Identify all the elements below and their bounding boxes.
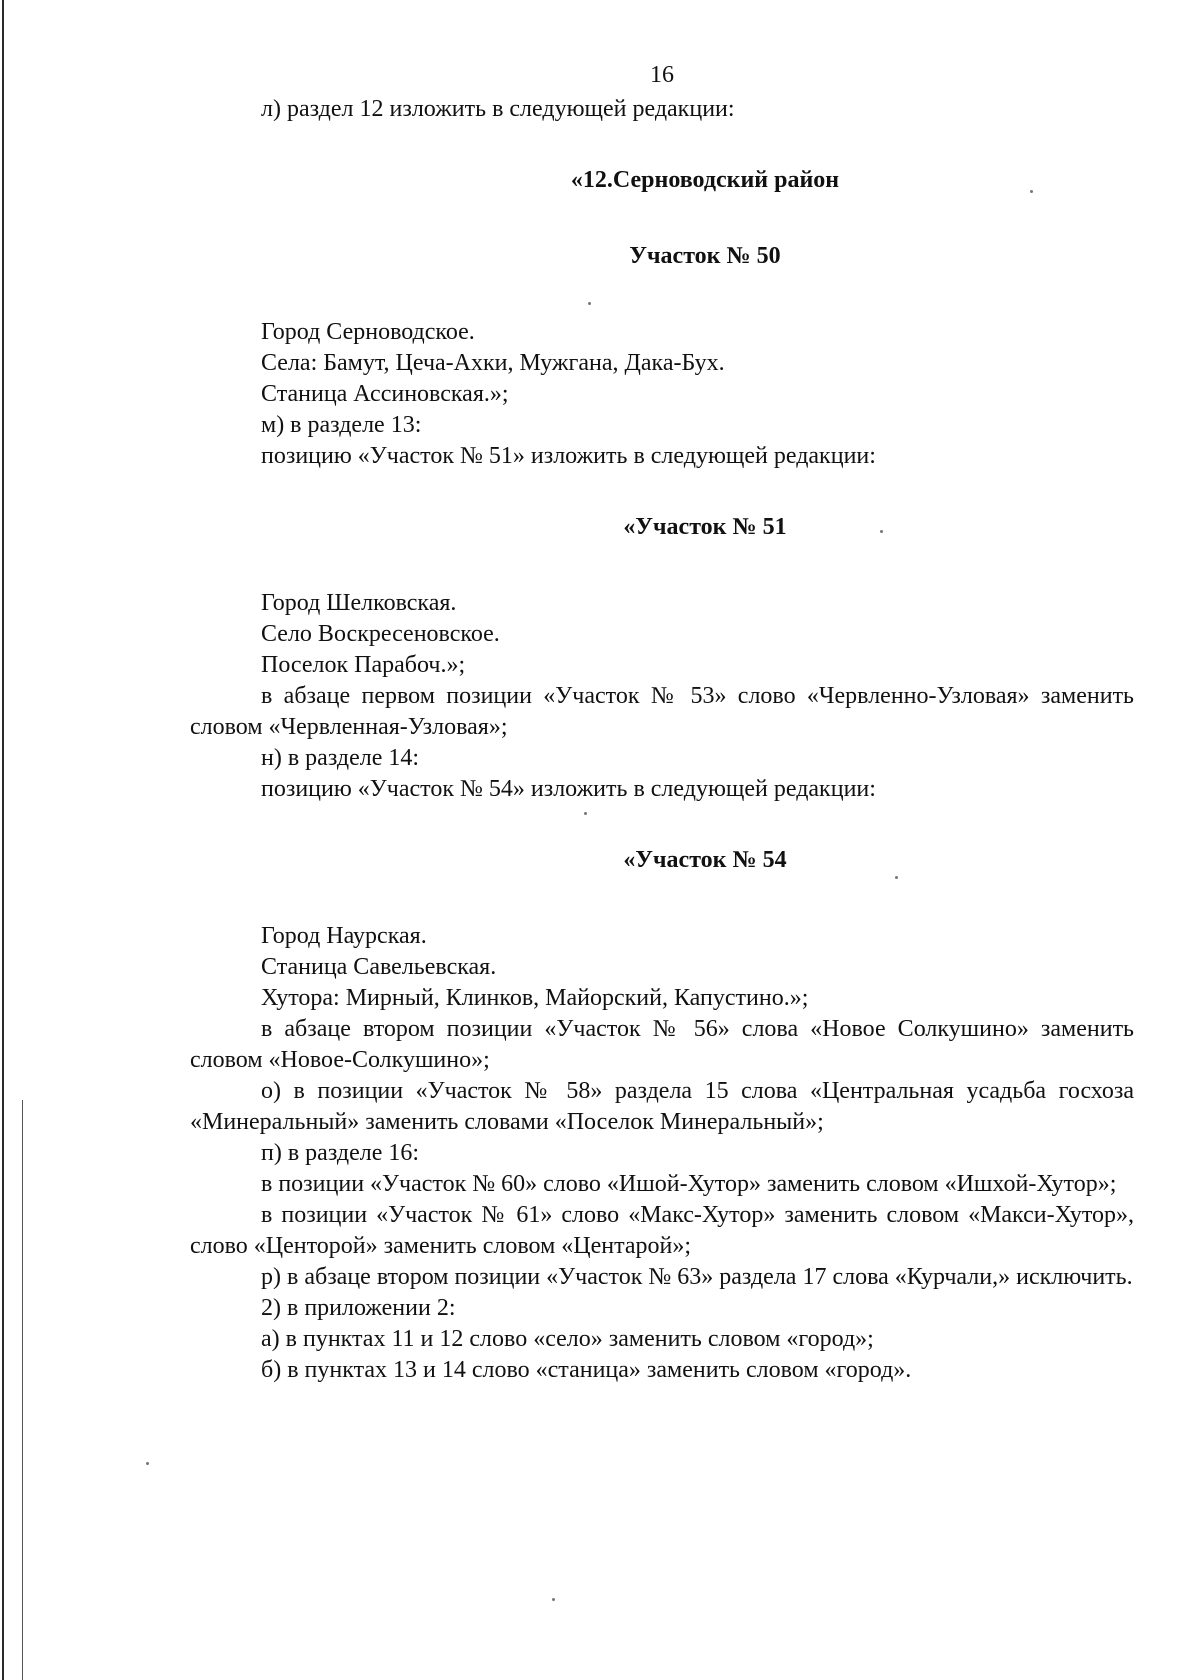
paragraph-m-intro: м) в разделе 13: xyxy=(261,412,422,438)
scan-speck xyxy=(146,1462,149,1465)
scan-edge-line-secondary xyxy=(22,1100,23,1680)
paragraph-section-61-replace: в позиции «Участок № 61» слово «Макс-Хутор» заменить словом «Макси-Хутор», слово «Центорой» заменить словом «Центарой»; xyxy=(190,1202,1134,1259)
paragraph-section-60-replace: в позиции «Участок № 60» слово «Ишой-Хутор» заменить словом «Ишхой-Хутор»; xyxy=(261,1171,1117,1197)
paragraph-p-intro: п) в разделе 16: xyxy=(261,1140,420,1166)
paragraph-n-intro: н) в разделе 14: xyxy=(261,745,420,771)
section-50-stanitsa: Станица Ассиновская.»; xyxy=(261,381,509,407)
paragraph-m-position: позицию «Участок № 51» изложить в следующей редакции: xyxy=(261,443,876,469)
paragraph-r-replace: р) в абзаце втором позиции «Участок № 63» раздела 17 слова «Курчали,» исключить. xyxy=(261,1264,1133,1290)
paragraph-appendix-2-a: а) в пунктах 11 и 12 слово «село» заменить словом «город»; xyxy=(261,1326,874,1352)
page-number: 16 xyxy=(650,62,674,88)
heading-section-51: «Участок № 51 xyxy=(623,514,787,540)
section-54-farms: Хутора: Мирный, Клинков, Майорский, Капустино.»; xyxy=(261,985,809,1011)
section-54-stanitsa: Станица Савельевская. xyxy=(261,954,497,980)
paragraph-section-53-replace: в абзаце первом позиции «Участок № 53» слово «Червленно-Узловая» заменить словом «Червленная-Узловая»; xyxy=(190,683,1134,740)
heading-district-12: «12.Серноводский район xyxy=(570,167,840,193)
scan-speck xyxy=(552,1598,555,1601)
section-51-city: Город Шелковская. xyxy=(261,590,457,616)
heading-section-54: «Участок № 54 xyxy=(623,847,787,873)
scan-edge-line xyxy=(2,0,4,1680)
section-51-settlement: Поселок Парабоч.»; xyxy=(261,652,466,678)
section-54-city: Город Наурская. xyxy=(261,923,427,949)
heading-section-50: Участок № 50 xyxy=(629,243,781,269)
paragraph-o-replace: о) в позиции «Участок № 58» раздела 15 слова «Центральная усадьба госхоза «Минеральный» заменить словами «Поселок Минеральный»; xyxy=(190,1078,1134,1135)
section-51-village: Село Воскресеновское. xyxy=(261,621,500,647)
document-body xyxy=(190,60,1134,1386)
section-50-villages: Села: Бамут, Цеча-Ахки, Мужгана, Дака-Бух. xyxy=(261,350,725,376)
paragraph-section-56-replace: в абзаце втором позиции «Участок № 56» слова «Новое Солкушино» заменить словом «Новое-Солкушино»; xyxy=(190,1016,1134,1073)
paragraph-n-position: позицию «Участок № 54» изложить в следующей редакции: xyxy=(261,776,876,802)
paragraph-appendix-2-intro: 2) в приложении 2: xyxy=(261,1295,456,1321)
section-50-city: Город Серноводское. xyxy=(261,319,475,345)
paragraph-appendix-2-b: б) в пунктах 13 и 14 слово «станица» заменить словом «город». xyxy=(261,1357,912,1383)
paragraph-l-intro: л) раздел 12 изложить в следующей редакции: xyxy=(261,96,735,122)
